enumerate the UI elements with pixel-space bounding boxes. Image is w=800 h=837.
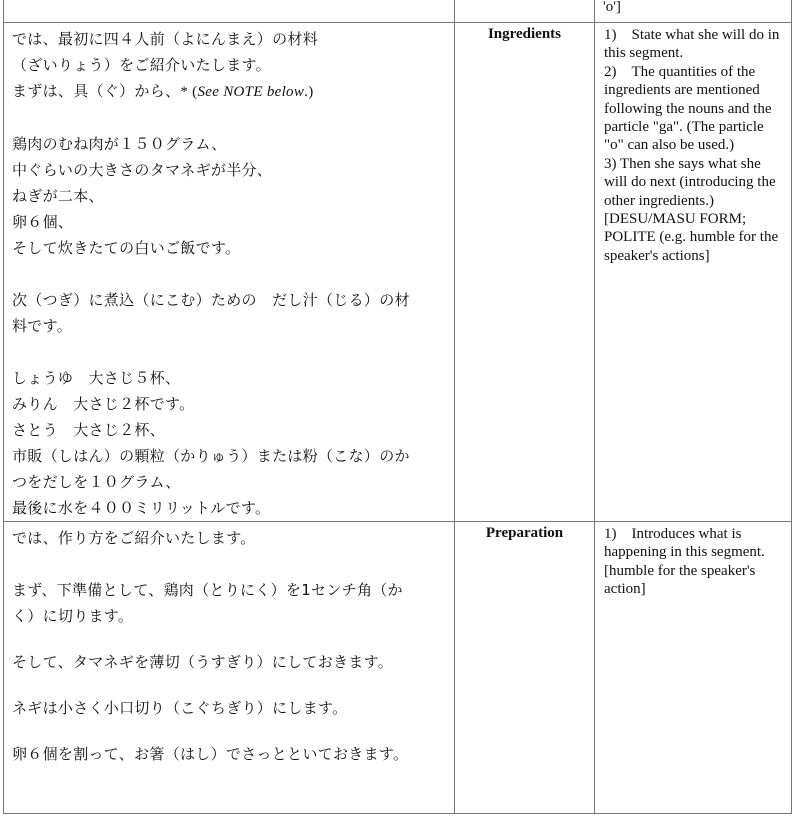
note-item: [DESU/MASU FORM; POLITE (e.g. humble for the speaker's actions] bbox=[604, 211, 779, 264]
note-item: 3) Then she says what she will do next (introducing the other ingredients.) bbox=[604, 155, 776, 209]
ingredients-dialogue-cell bbox=[4, 23, 455, 522]
table-row-preparation bbox=[4, 522, 792, 814]
top-cell-notes bbox=[595, 0, 792, 23]
ingredients-line: ねぎが二本、 bbox=[12, 187, 104, 205]
ingredients-line: しょうゆ 大さじ５杯、 bbox=[12, 369, 181, 387]
top-note-line-2: 'o'] bbox=[603, 0, 621, 15]
section-label-preparation: Preparation bbox=[485, 525, 564, 541]
preparation-line: ネギは小さく小口切り（こぐちぎり）にします。 bbox=[12, 699, 348, 717]
note-item: 1) State what she will do in this segment. bbox=[604, 27, 780, 62]
preparation-section-cell bbox=[455, 522, 595, 814]
ingredients-line: では、最初に四４人前（よにんまえ）の材料 bbox=[12, 30, 319, 48]
note-italic: See NOTE below bbox=[197, 84, 305, 100]
preparation-line: く）に切ります。 bbox=[12, 607, 134, 625]
ingredients-line: 中ぐらいの大きさのタマネギが半分、 bbox=[12, 161, 273, 179]
preparation-line: では、作り方をご紹介いたします。 bbox=[12, 529, 256, 547]
ingredients-section-cell bbox=[455, 23, 595, 522]
preparation-line: 卵６個を割って、お箸（はし）でさっとといておきます。 bbox=[12, 745, 409, 763]
note-item: 1) Introduces what is happening in this segment. [humble for the speaker's action] bbox=[604, 526, 765, 598]
top-cell-section bbox=[455, 0, 595, 23]
ingredients-line: 鶏肉のむね肉が１５０グラム、 bbox=[12, 135, 227, 153]
section-label-ingredients: Ingredients bbox=[487, 26, 562, 42]
ingredients-notes bbox=[595, 23, 791, 265]
note-item: 2) The quantities of the ingredients are mentioned following the nouns and the particle "ga". (The particle "o" can also be used.) bbox=[604, 63, 772, 154]
preparation-notes bbox=[595, 522, 791, 599]
ingredients-line: 市販（しはん）の顆粒（かりゅう）または粉（こな）のか bbox=[12, 447, 410, 465]
ingredients-line: 料です。 bbox=[12, 317, 73, 335]
table-row-ingredients bbox=[4, 23, 792, 522]
preparation-dialogue bbox=[4, 522, 454, 767]
preparation-dialogue-cell bbox=[4, 522, 455, 814]
see-note-reference bbox=[180, 84, 313, 100]
ingredients-line: つをだしを１０グラム、 bbox=[12, 473, 181, 491]
ingredients-line: 最後に水を４００ミリリットルです。 bbox=[12, 499, 271, 517]
ingredients-line-text: まずは、具（ぐ）から、 bbox=[12, 82, 181, 100]
note-end: .) bbox=[304, 84, 314, 100]
ingredients-line: 卵６個、 bbox=[12, 213, 74, 231]
ingredients-line: そして炊きたての白いご飯です。 bbox=[12, 239, 241, 257]
ingredients-notes-cell bbox=[595, 23, 792, 522]
preparation-line: そして、タマネギを薄切（うすぎり）にしておきます。 bbox=[12, 653, 394, 671]
ingredients-line: （ざいりょう）をご紹介いたします。 bbox=[12, 56, 271, 74]
top-cell-dialogue bbox=[4, 0, 455, 23]
ingredients-line: みりん 大さじ２杯です。 bbox=[12, 395, 195, 413]
ingredients-dialogue bbox=[4, 23, 454, 521]
ingredients-line: 次（つぎ）に煮込（にこむ）ための だし汁（じる）の材 bbox=[12, 291, 410, 309]
preparation-notes-cell bbox=[595, 522, 792, 814]
note-mark: * ( bbox=[180, 84, 198, 100]
ingredients-line bbox=[12, 78, 448, 105]
table-row-top bbox=[4, 0, 792, 23]
lesson-table bbox=[3, 0, 792, 814]
ingredients-line: さとう 大さじ２杯、 bbox=[12, 421, 166, 439]
top-notes bbox=[595, 0, 791, 22]
preparation-line: まず、下準備として、鶏肉（とりにく）を1センチ角（か bbox=[12, 581, 403, 599]
